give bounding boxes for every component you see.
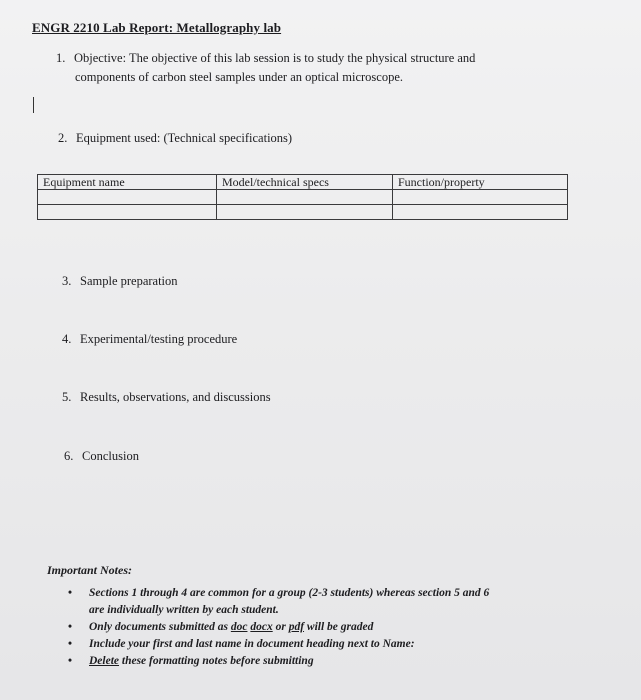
doc-format: doc: [230, 621, 248, 633]
list-item: [62, 636, 562, 653]
note-text: these formatting notes before submitting: [119, 655, 314, 667]
list-item: [62, 585, 562, 619]
list-item: [62, 653, 562, 670]
note-text: Only documents submitted as: [89, 621, 231, 633]
table-cell[interactable]: [217, 205, 393, 220]
note-text: Sections 1 through 4 are common for a group (2-3 students) whereas section 5 and 6: [89, 587, 490, 599]
section-number: 6.: [64, 449, 74, 463]
note-text: Include your first and last name in document heading next to Name:: [89, 638, 415, 650]
section-number: 2.: [58, 131, 68, 145]
notes-list: [62, 585, 562, 670]
equipment-table: [37, 174, 568, 220]
objective-line-2: components of carbon steel samples under an optical microscope.: [75, 70, 404, 84]
notes-title: Important Notes:: [47, 563, 133, 577]
note-text: will be graded: [304, 621, 374, 633]
table-cell[interactable]: [38, 190, 217, 205]
bullet-icon: •: [68, 587, 73, 599]
table-cell[interactable]: [38, 205, 217, 220]
section-number: 3.: [62, 274, 72, 288]
note-emphasis: Delete: [89, 655, 120, 667]
list-item: [62, 619, 562, 636]
equipment-label: Equipment used: (Technical specifications): [76, 131, 293, 145]
section-label: Sample preparation: [80, 274, 178, 288]
section-sample-preparation: [62, 272, 178, 291]
pdf-format: pdf: [288, 621, 305, 633]
section-label: Conclusion: [82, 449, 139, 463]
note-text: are individually written by each student.: [89, 604, 279, 616]
objective-line-1: Objective: The objective of this lab session is to study the physical structure and: [74, 51, 476, 65]
section-number: 5.: [62, 390, 72, 404]
section-number: 4.: [62, 332, 72, 346]
table-header-row: [38, 175, 568, 190]
section-label: Results, observations, and discussions: [80, 390, 271, 404]
section-conclusion: [64, 447, 139, 466]
docx-format: docx: [250, 621, 273, 633]
section-label: Experimental/testing procedure: [80, 332, 238, 346]
note-text: or: [272, 621, 289, 633]
table-cell[interactable]: [217, 190, 393, 205]
equipment-section: [58, 129, 292, 148]
table-cell[interactable]: [393, 205, 568, 220]
objective-section: [56, 49, 475, 68]
document-title: ENGR 2210 Lab Report: Metallography lab: [32, 20, 282, 35]
table-row: [38, 190, 568, 205]
section-experimental-procedure: [62, 330, 237, 349]
table-header-cell[interactable]: Model/technical specs: [217, 175, 393, 190]
section-results: [62, 388, 271, 407]
text-cursor: [33, 97, 34, 113]
table-header-cell[interactable]: Function/property: [393, 175, 568, 190]
bullet-icon: •: [68, 621, 73, 633]
table-row: [38, 205, 568, 220]
bullet-icon: •: [68, 638, 73, 650]
table-cell[interactable]: [393, 190, 568, 205]
bullet-icon: •: [68, 655, 73, 667]
table-header-cell[interactable]: Equipment name: [38, 175, 217, 190]
section-number: 1.: [56, 51, 66, 65]
